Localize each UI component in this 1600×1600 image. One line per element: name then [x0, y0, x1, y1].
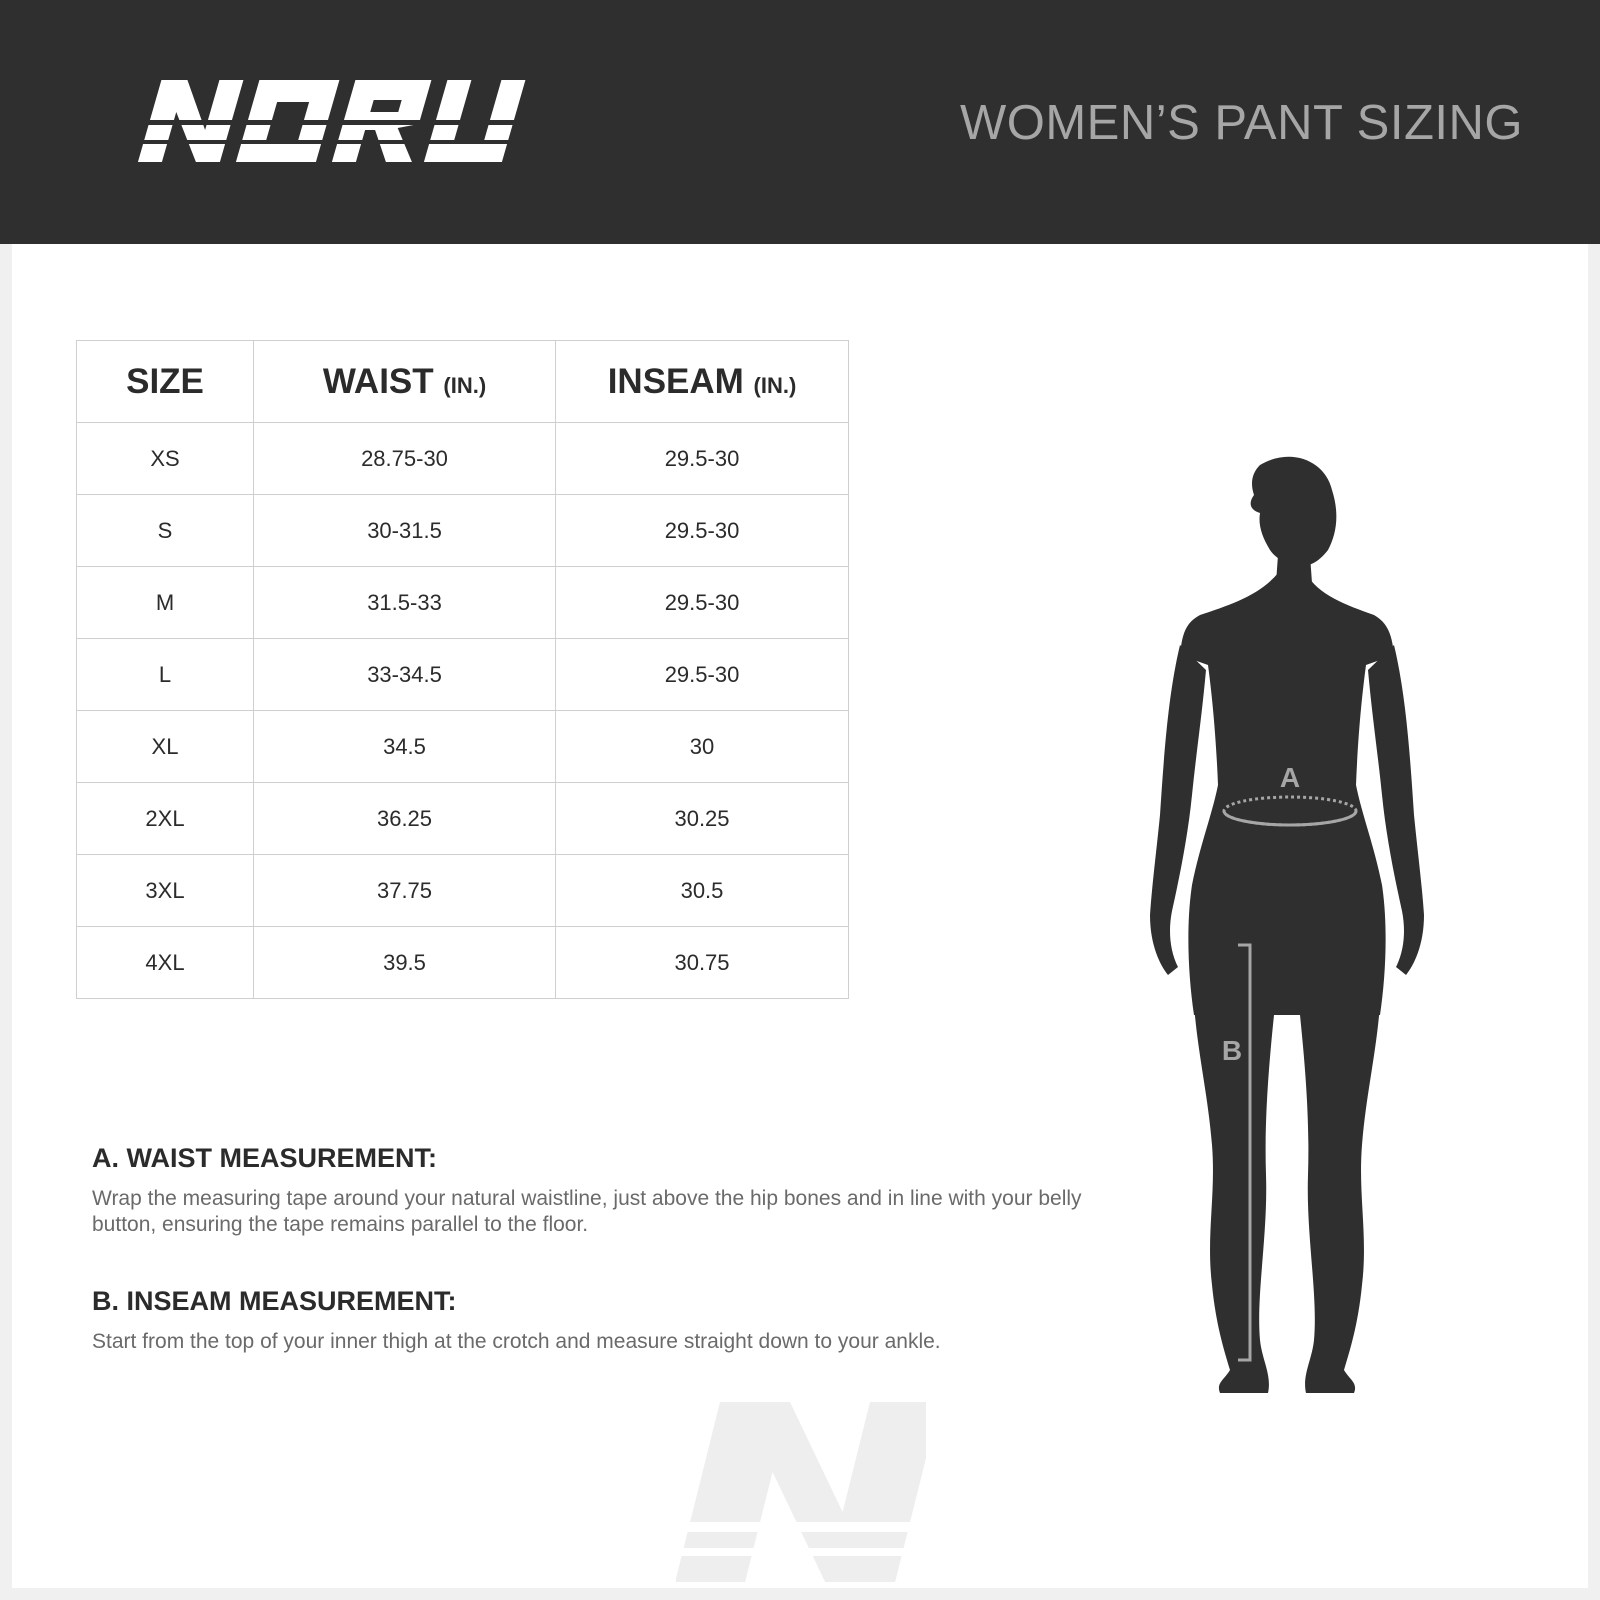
inseam-measurement-title: B. INSEAM MEASUREMENT: [92, 1286, 457, 1316]
header-inseam-label: INSEAM [607, 361, 744, 401]
table-row [77, 783, 849, 855]
table-row [77, 423, 849, 495]
table-row [77, 855, 849, 927]
label-a: A [1279, 762, 1301, 793]
cell-waist: 28.75-30 [254, 423, 556, 495]
cell-inseam: 29.5-30 [556, 639, 849, 711]
header-waist-label: WAIST [322, 361, 434, 401]
cell-waist: 33-34.5 [254, 639, 556, 711]
cell-size: XS [77, 423, 254, 495]
header-inseam [556, 341, 849, 423]
table-row [77, 567, 849, 639]
cell-waist: 37.75 [254, 855, 556, 927]
cell-inseam: 30.5 [556, 855, 849, 927]
cell-size: S [77, 495, 254, 567]
cell-waist: 36.25 [254, 783, 556, 855]
header-size-label: SIZE [126, 361, 204, 401]
header-inseam-unit: (IN.) [753, 372, 797, 398]
table-row [77, 927, 849, 999]
table-header-row [77, 341, 849, 423]
inseam-measurement-text: Start from the top of your inner thigh at the crotch and measure straight down to your ankle. [92, 1330, 941, 1353]
cell-size: 2XL [77, 783, 254, 855]
cell-inseam: 29.5-30 [556, 567, 849, 639]
cell-waist: 39.5 [254, 927, 556, 999]
table-row [77, 639, 849, 711]
cell-inseam: 29.5-30 [556, 495, 849, 567]
table-row [77, 711, 849, 783]
cell-waist: 30-31.5 [254, 495, 556, 567]
header-waist [254, 341, 556, 423]
cell-size: 3XL [77, 855, 254, 927]
size-chart-table [76, 340, 849, 999]
cell-size: XL [77, 711, 254, 783]
header-bar [0, 0, 1600, 244]
noru-logo [138, 78, 530, 166]
silhouette-shape [1150, 457, 1424, 1393]
waist-measurement-title: A. WAIST MEASUREMENT: [92, 1143, 438, 1173]
cell-size: 4XL [77, 927, 254, 999]
label-b: B [1221, 1035, 1243, 1066]
noru-n-watermark [676, 1402, 926, 1582]
header-size [77, 341, 254, 423]
table-row [77, 495, 849, 567]
cell-waist: 34.5 [254, 711, 556, 783]
cell-waist: 31.5-33 [254, 567, 556, 639]
header-waist-unit: (IN.) [443, 372, 487, 398]
cell-inseam: 30.25 [556, 783, 849, 855]
cell-inseam: 29.5-30 [556, 423, 849, 495]
cell-size: M [77, 567, 254, 639]
page-title: WOMEN’S PANT SIZING [959, 96, 1523, 150]
cell-inseam: 30.75 [556, 927, 849, 999]
body-silhouette-figure [1150, 455, 1430, 1415]
cell-inseam: 30 [556, 711, 849, 783]
waist-measurement-text: Wrap the measuring tape around your natural waistline, just above the hip bones and in line with your belly button, ensuring the tape remains parallel to the floor. [92, 1187, 1082, 1236]
cell-size: L [77, 639, 254, 711]
